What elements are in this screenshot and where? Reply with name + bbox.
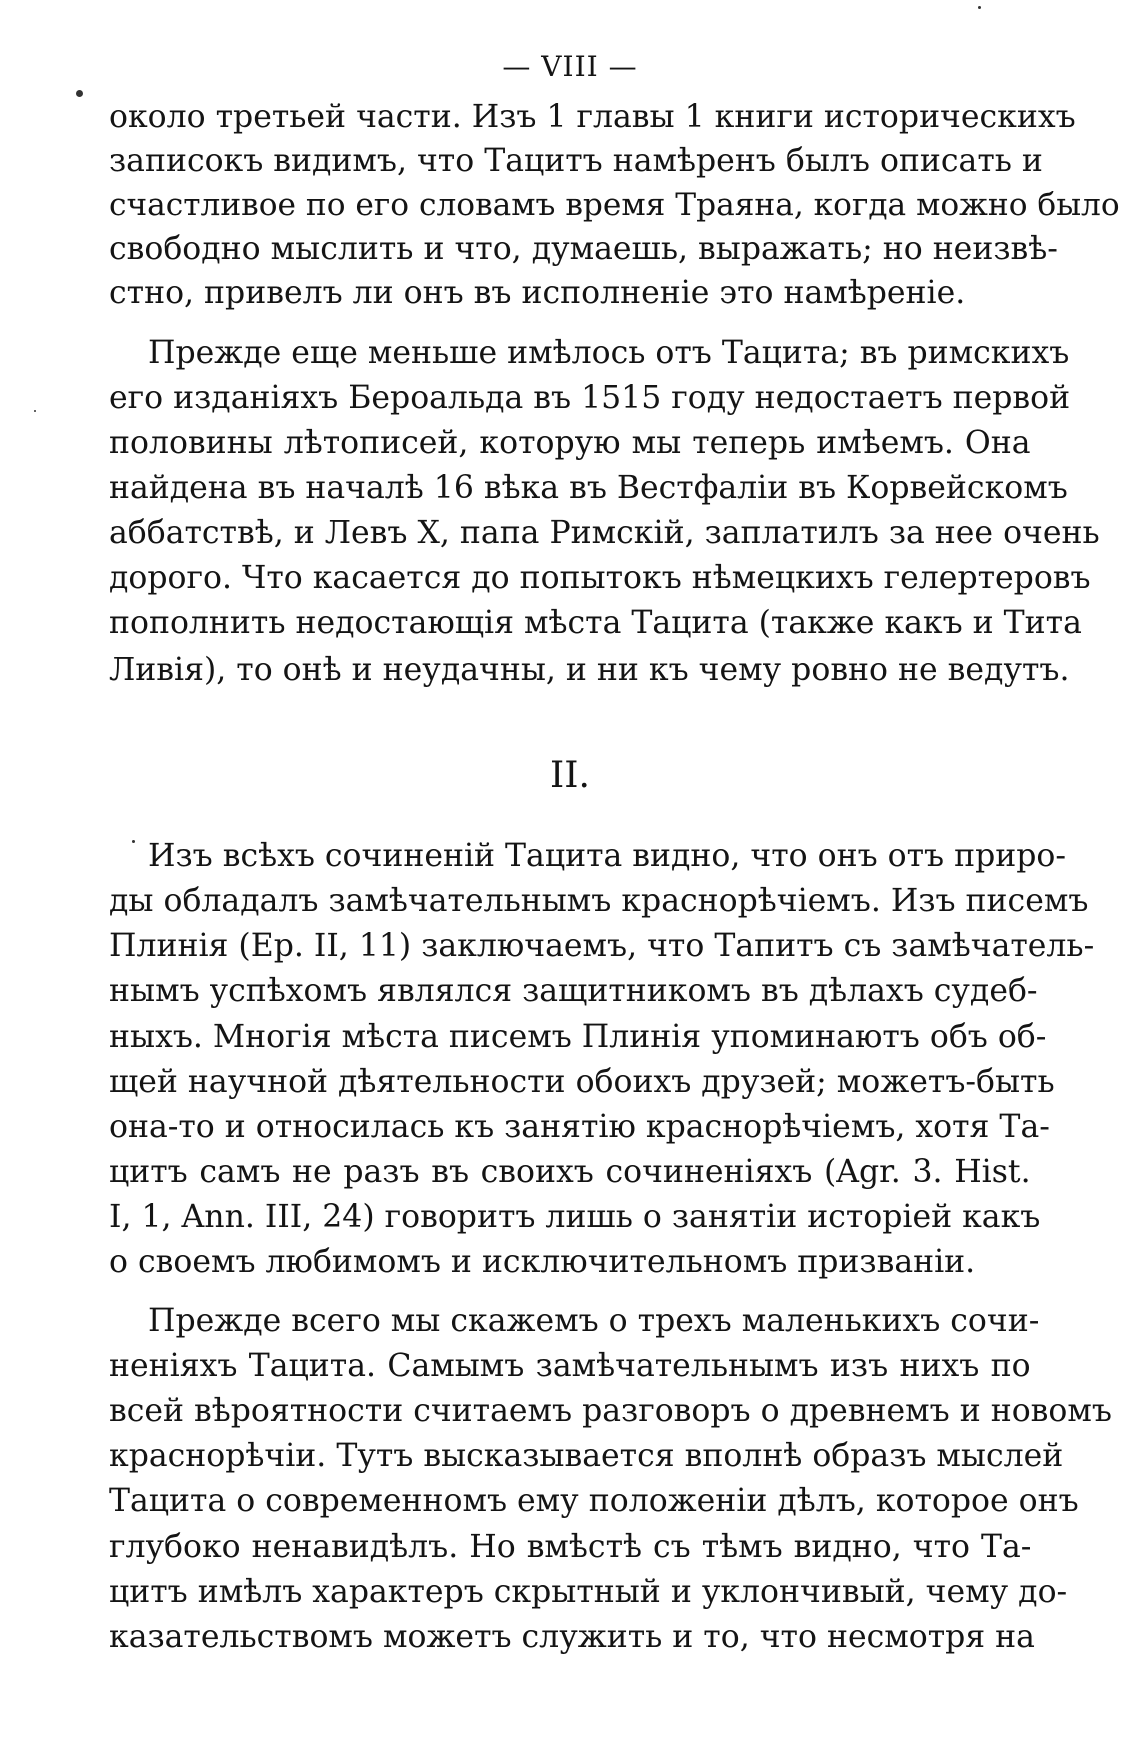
text-line: краснорѣчіи. Тутъ высказывается вполнѣ образъ мыслей [109, 1438, 1064, 1474]
text-line: пополнить недостающія мѣста Тацита (также какъ и Тита [109, 605, 1082, 641]
text-line: половины лѣтописей, которую мы теперь имѣемъ. Она [109, 425, 1031, 461]
text-line: аббатствѣ, и Левъ X, папа Римскій, заплатилъ за нее очень [109, 515, 1100, 551]
text-line: цитъ самъ не разъ въ своихъ сочиненіяхъ (Agr. 3. Hist. [109, 1154, 1031, 1190]
text-line: Тацита о современномъ ему положеніи дѣлъ, которое онъ [109, 1483, 1079, 1519]
text-line: всей вѣроятности считаемъ разговоръ о древнемъ и новомъ [109, 1393, 1112, 1429]
text-line: нымъ успѣхомъ являлся защитникомъ въ дѣлахъ судеб- [109, 973, 1038, 1009]
text-line: Изъ всѣхъ сочиненій Тацита видно, что онъ отъ приро- [148, 838, 1067, 874]
text-line: неніяхъ Тацита. Самымъ замѣчательнымъ изъ нихъ по [109, 1348, 1031, 1384]
scan-speck [76, 90, 83, 97]
text-line: около третьей части. Изъ 1 главы 1 книги историческихъ [109, 99, 1076, 135]
text-line: глубоко ненавидѣлъ. Но вмѣстѣ съ тѣмъ видно, что Та- [109, 1529, 1032, 1565]
text-line: Прежде всего мы скажемъ о трехъ маленькихъ сочи- [148, 1303, 1040, 1339]
scan-speck [132, 840, 135, 843]
text-line: I, 1, Ann. III, 24) говоритъ лишь о занятіи исторіей какъ [109, 1199, 1041, 1235]
text-line: о своемъ любимомъ и исключительномъ призваніи. [109, 1244, 976, 1280]
text-line: ды обладалъ замѣчательнымъ краснорѣчіемъ. Изъ писемъ [109, 883, 1089, 919]
section-heading: II. [550, 755, 590, 796]
text-line: его изданіяхъ Бероальда въ 1515 году недостаетъ первой [109, 380, 1071, 416]
scan-speck [978, 6, 981, 9]
text-line: щей научной дѣятельности обоихъ друзей; можетъ-быть [109, 1064, 1055, 1100]
text-line: Ливія), то онѣ и неудачны, и ни къ чему ровно не ведутъ. [109, 652, 1070, 688]
page-number: — VIII — [502, 50, 638, 83]
text-line: свободно мыслить и что, думаешь, выражать; но неизвѣ- [109, 231, 1058, 267]
text-line: она-то и относилась къ занятію краснорѣчіемъ, хотя Та- [109, 1109, 1050, 1145]
text-line: казательствомъ можетъ служить и то, что несмотря на [109, 1619, 1035, 1655]
text-line: дорого. Что касается до попытокъ нѣмецкихъ гелертеровъ [109, 560, 1091, 596]
scan-speck [34, 410, 36, 412]
text-line: Прежде еще меньше имѣлось отъ Тацита; въ римскихъ [148, 335, 1070, 371]
text-line: найдена въ началѣ 16 вѣка въ Вестфаліи въ Корвейскомъ [109, 470, 1068, 506]
text-line: ныхъ. Многія мѣста писемъ Плинія упоминаютъ объ об- [109, 1019, 1047, 1055]
text-line: цитъ имѣлъ характеръ скрытный и уклончивый, чему до- [109, 1574, 1068, 1610]
text-line: счастливое по его словамъ время Траяна, когда можно было [109, 187, 1120, 223]
text-line: стно, привелъ ли онъ въ исполненіе это намѣреніе. [109, 275, 966, 311]
text-line: Плинія (Ep. II, 11) заключаемъ, что Тапитъ съ замѣчатель- [109, 928, 1095, 964]
text-line: записокъ видимъ, что Тацитъ намѣренъ былъ описать и [109, 143, 1043, 179]
